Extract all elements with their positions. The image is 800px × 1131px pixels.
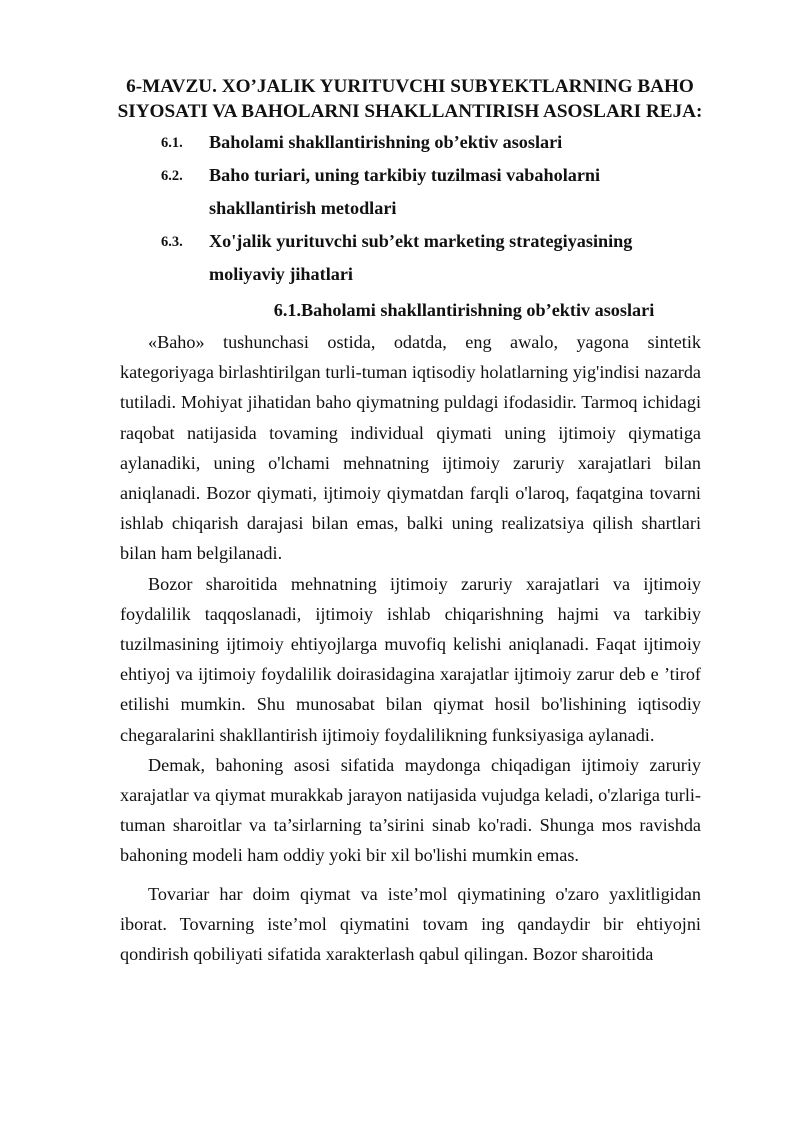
plan-item-number: 6.1. — [161, 135, 183, 151]
body-text — [120, 327, 701, 969]
plan-item-text: Baho turiari, uning tarkibiy tuzilmasi vabaholarni — [209, 165, 601, 185]
plan-item-number: 6.2. — [161, 168, 183, 184]
plan-item-number: 6.3. — [161, 234, 183, 250]
section-heading: 6.1.Baholami shakllantirishning ob’ektiv asoslari — [273, 300, 655, 320]
paragraph: Bozor sharoitida mehnatning ijtimoiy zaruriy xarajatlari va ijtimoiy foydalilik taqqoslanadi, ijtimoiy ishlab chiqarishning hajmi va tarkibiy tuzilmasining ijtimoiy ehtiyojlarga muvofiq kelishi aniqlanadi. Faqat ijtimoiy ehtiyoj va ijtimoiy foydalilik doirasidagina xarajatlar ijtimoiy zarur deb e ’tirof etilishi mumkin. Shu munosabat bilan qiymat hosil bo'lishining iqtisodiy chegaralarini shakllantirish ijtimoiy foydalilikning funksiyasiga aylanadi. — [120, 573, 701, 745]
paragraph: Tovariar har doim qiymat va iste’mol qiymatining o'zaro yaxlitligidan iborat. Tovarning iste’mol qiymatini tovam ing qandaydir bir ehtiyojni qondirish qobiliyati sifatida xarakterlash qabul qilingan. Bozor sharoitida — [120, 883, 701, 965]
paragraph: Demak, bahoning asosi sifatida maydonga chiqadigan ijtimoiy zaruriy xarajatlar va qiymat murakkab jarayon natijasida vujudga keladi, o'zlariga turli-tuman sharoitlar va ta’sirlarning ta’sirini sinab ko'radi. Shunga mos ravishda bahoning modeli ham oddiy yoki bir xil bo'lishi mumkin emas. — [120, 754, 701, 866]
plan-item-text: Baholami shakllantirishning ob’ektiv asoslari — [209, 132, 563, 152]
paragraph: «Baho» tushunchasi ostida, odatda, eng awalo, yagona sintetik kategoriyaga birlashtirilgan turli-tuman iqtisodiy holatlarning yig'indisi nazarda tutiladi. Mohiyat jihatidan baho qiymatning puldagi ifodasidir. Tarmoq ichidagi raqobat natijasida tovaming individual qiymati uning ijtimoiy qiymatiga aylanadiki, uning o'lchami mehnatning ijtimoiy zaruriy xarajatlari bilan aniqlanadi. Bozor qiymati, ijtimoiy qiymatdan farqli o'laroq, faqatgina tovarni ishlab chiqarish darajasi bilan emas, balki uning realizatsiya qilish shartlari bilan ham belgilanadi. — [120, 332, 701, 564]
plan-item-text: Xo'jalik yurituvchi sub’ekt marketing strategiyasining — [209, 231, 633, 251]
document-title: 6-MAVZU. XO’JALIK YURITUVCHI SUBYEKTLARNING BAHO SIYOSATI VA BAHOLARNI SHAKLLANTIRISH ASOSLARI REJA: — [117, 76, 703, 122]
plan-item-text-continued: moliyaviy jihatlari — [209, 264, 353, 284]
plan-item-text-continued: shakllantirish metodlari — [209, 198, 397, 218]
